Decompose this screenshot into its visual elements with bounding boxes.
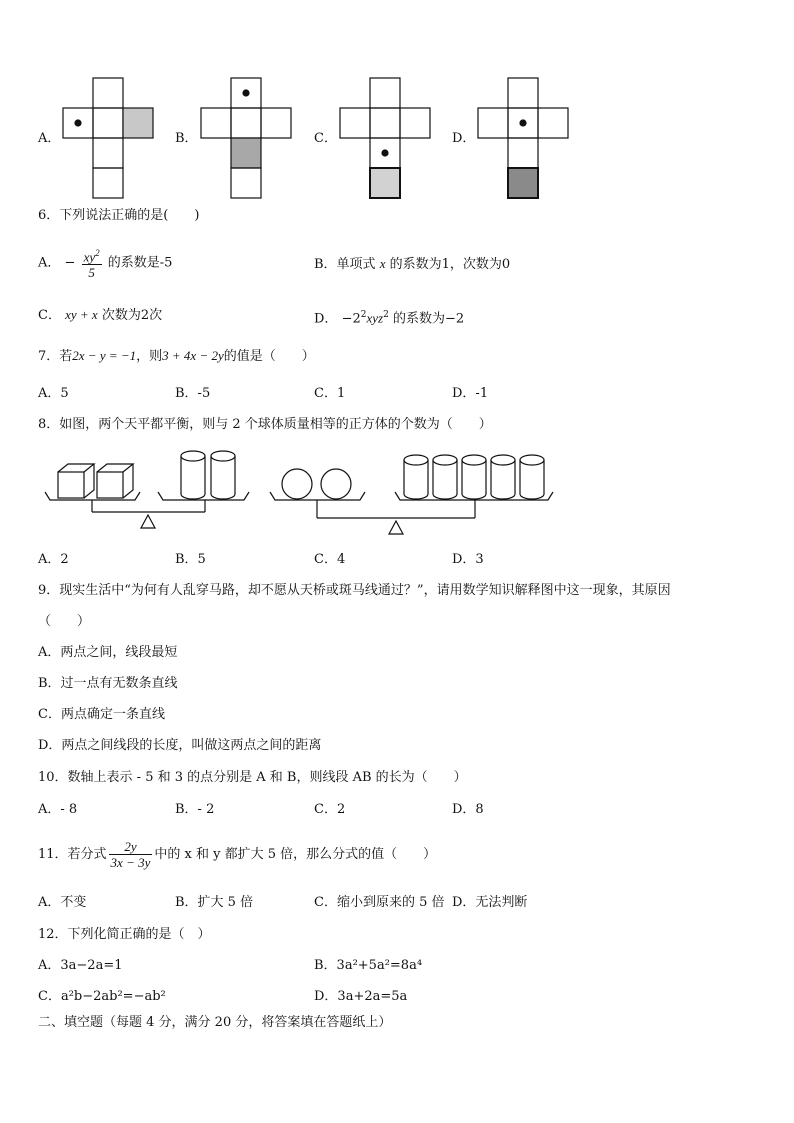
q7-stem: 7．若2x − y = −1，则3 + 4x − 2y的值是（ ） (38, 348, 315, 364)
q6-option-d: D． $-2^2xyz^2$ 的系数为−2 (314, 310, 465, 327)
q9-stem: 9．现实生活中“为何有人乱穿马路，却不愿从天桥或斑马线通过？”，请用数学知识解释图中这一现象，其原因 (38, 583, 671, 598)
cylinder-1 (181, 451, 205, 499)
q6-option-a: A． − $\frac{xy^2}{5}$ 的系数是-5 (38, 248, 173, 281)
q5-option-a: A． (38, 131, 61, 146)
q9-option-a: A．两点之间，线段最短 (38, 645, 178, 660)
q6-a-letter: A． (38, 255, 61, 271)
q10-option-b: B．- 2 (175, 802, 215, 817)
q8-stem: 8．如图，两个天平都平衡，则与 2 个球体质量相等的正方体的个数为（ ） (38, 417, 492, 432)
q5-option-d: D． (452, 131, 476, 146)
q12-stem: 12．下列化简正确的是（ ） (38, 927, 211, 942)
q8-option-a: A．2 (38, 552, 69, 567)
q8-option-d: D．3 (452, 552, 484, 567)
q5-option-b: B． (175, 131, 198, 146)
cylinder-4 (433, 455, 457, 499)
cube-1 (58, 464, 94, 498)
q9-option-d: D．两点之间线段的长度，叫做这两点之间的距离 (38, 738, 322, 753)
cylinder-6 (491, 455, 515, 499)
q7-option-b: B．-5 (175, 386, 211, 401)
cube-2 (97, 464, 133, 498)
q11-option-b: B．扩大 5 倍 (175, 895, 254, 910)
cube-net-figures (0, 0, 794, 210)
q12-option-d: D．3a+2a=5a (314, 989, 408, 1004)
q9-option-c: C．两点确定一条直线 (38, 707, 165, 722)
q11-stem: 11．若分式 $\frac{2y}{3x - 3y}$ 中的 x 和 y 都扩大 5 倍，那么分式的值（ ） (38, 839, 437, 870)
net-d (478, 78, 568, 198)
q11-option-a: A．不变 (38, 895, 87, 910)
net-b (201, 78, 291, 198)
q7-option-d: D．-1 (452, 386, 489, 401)
q6-option-b: B．单项式 x 的系数为1，次数为0 (314, 256, 511, 272)
sphere-1 (282, 469, 312, 499)
q11-option-c: C．缩小到原来的 5 倍 (314, 895, 445, 910)
q10-option-d: D．8 (452, 802, 484, 817)
q8-option-c: C．4 (314, 552, 346, 567)
q11-option-d: D．无法判断 (452, 895, 528, 910)
q7-option-a: A．5 (38, 386, 69, 401)
q9-option-b: B．过一点有无数条直线 (38, 676, 178, 691)
cylinder-3 (404, 455, 428, 499)
q7-option-c: C．1 (314, 386, 346, 401)
section-2-heading: 二、填空题（每题 4 分，满分 20 分，将答案填在答题纸上） (38, 1015, 392, 1030)
cylinder-7 (520, 455, 544, 499)
cylinder-5 (462, 455, 486, 499)
q12-option-b: B．3a²+5a²=8a⁴ (314, 958, 423, 973)
sphere-2 (321, 469, 351, 499)
q9-stem-paren: （ ） (38, 614, 91, 629)
q10-stem: 10．数轴上表示 - 5 和 3 的点分别是 A 和 B，则线段 AB 的长为（ ） (38, 770, 467, 785)
q6-a-fraction: $\frac{xy^2}{5}$ (83, 248, 100, 281)
balance-scales-figure (0, 440, 794, 540)
q8-option-b: B．5 (175, 552, 206, 567)
q6-stem: 6．下列说法正确的是( ) (38, 208, 200, 223)
q12-option-c: C．a²b−2ab²=−ab² (38, 989, 166, 1004)
q12-option-a: A．3a−2a=1 (38, 958, 123, 973)
net-a (63, 78, 153, 198)
q5-option-c: C． (314, 131, 337, 146)
q10-option-c: C．2 (314, 802, 346, 817)
q10-option-a: A．- 8 (38, 802, 78, 817)
cylinder-2 (211, 451, 235, 499)
q6-option-c: C． xy + x 次数为2次 (38, 307, 163, 323)
q6-a-tail: 的系数是-5 (107, 255, 173, 271)
q11-fraction: $\frac{2y}{3x - 3y}$ (110, 839, 151, 870)
net-c (340, 78, 430, 198)
